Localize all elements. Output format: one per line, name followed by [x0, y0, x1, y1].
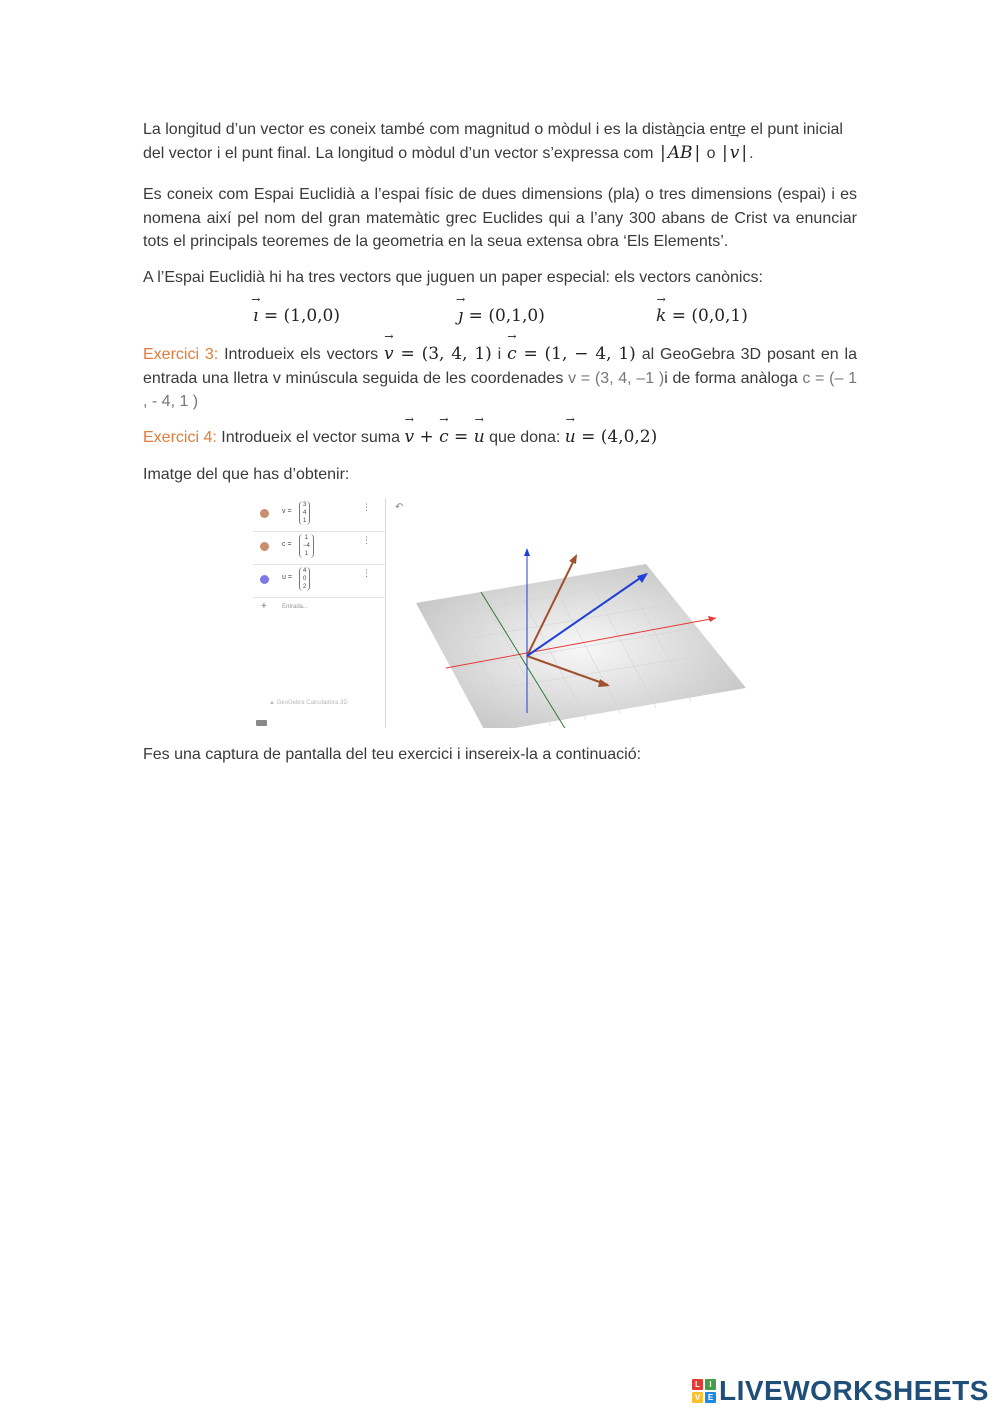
liveworksheets-logo — [692, 1376, 989, 1406]
paragraph-canonical-intro: A l’Espai Euclidià hi ha tres vectors que juguen un paper especial: els vectors canònics: — [143, 269, 763, 286]
row-matrix: 1 −4 1 — [299, 534, 314, 558]
sym-k: → k — [656, 306, 666, 326]
undo-icon[interactable]: ↶ — [395, 502, 404, 513]
sym-c: → c — [439, 426, 449, 450]
sym-u: → u — [474, 426, 485, 450]
algebra-row-u[interactable] — [253, 564, 385, 598]
exercise-3-label: Exercici 3: — [143, 346, 219, 363]
val-u: = (4,0,2) — [575, 427, 658, 447]
text: Introdueix els vectors — [218, 346, 385, 363]
row-matrix: 4 0 2 — [299, 567, 310, 591]
val-k: = (0,0,1) — [666, 306, 748, 326]
abs-v: |→ v | — [720, 143, 749, 163]
text: o — [702, 144, 720, 162]
exercise-4 — [143, 426, 857, 450]
canonical-i — [253, 306, 340, 326]
xy-plane — [416, 564, 746, 728]
row-menu-icon[interactable]: ⋮ — [362, 535, 371, 545]
x-axis-arrow — [708, 616, 716, 622]
visibility-dot[interactable] — [260, 509, 269, 518]
text: La longitud d’un vector es coneix també com magnitud o mòdul i es la distància entre el punt inicial — [143, 121, 843, 138]
val-i: = (1,0,0) — [258, 306, 341, 326]
text: . — [749, 144, 754, 162]
exercise-3 — [143, 343, 857, 414]
logo-mark-icon: L I V E — [692, 1379, 716, 1403]
abs-ab: |→ AB | — [658, 143, 702, 163]
vec-v: → v — [730, 142, 740, 166]
row-name: u = — [282, 574, 292, 581]
vector-v-arrow — [569, 554, 577, 564]
row-menu-icon[interactable]: ⋮ — [362, 502, 371, 512]
logo-text: LIVEWORKSHEETS — [719, 1375, 989, 1406]
exercise-4-label: Exercici 4: — [143, 429, 217, 446]
plus-icon[interactable]: + — [261, 601, 267, 612]
val-v: = (3, 4, 1) — [393, 344, 492, 364]
sym-u: → u — [565, 426, 576, 450]
coords-c: c = (– 1 , - 4, 1 ) — [143, 369, 857, 410]
keyboard-icon[interactable] — [256, 720, 267, 726]
sym-i: → ı — [253, 306, 258, 326]
graphics-3d-view[interactable] — [386, 498, 746, 728]
algebra-row-c[interactable] — [253, 531, 385, 565]
visibility-dot[interactable] — [260, 542, 269, 551]
text: del vector i el punt final. La longitud o mòdul d’un vector s’expressa com — [143, 144, 658, 162]
sym-v: → v — [384, 343, 394, 367]
canonical-j — [458, 306, 545, 326]
algebra-panel — [253, 498, 386, 728]
row-menu-icon[interactable]: ⋮ — [362, 568, 371, 578]
text: Introdueix el vector suma — [216, 429, 405, 446]
sym-v: → v — [404, 426, 414, 450]
canonical-vectors — [0, 306, 1000, 332]
text: i de forma anàloga — [664, 369, 803, 387]
geogebra-brand: ▲ GeoGebra Calculadora 3D — [269, 700, 348, 706]
val-j: = (0,1,0) — [463, 306, 545, 326]
paragraph-image-intro: Imatge del que has d’obtenir: — [143, 466, 350, 483]
canonical-k — [656, 306, 748, 326]
coords-v: v = (3, 4, –1 ) — [568, 369, 665, 387]
op-eq: = — [448, 427, 474, 447]
sym-j: → ȷ — [458, 306, 463, 326]
geogebra-screenshot — [253, 498, 746, 728]
visibility-dot[interactable] — [260, 575, 269, 584]
text: i — [491, 346, 508, 363]
paragraph-euclidean-space: Es coneix com Espai Euclidià a l’espai físic de dues dimensions (pla) o tres dimensions (espai) i es nomena així pel nom del gran matemàtic grec Euclides qui a l’any 300 abans de Crist va enunciar tots el principals teoremes de la geometria en la seua extensa obra ‘Els Elements’. — [143, 186, 857, 250]
vec-ab: → AB — [668, 142, 693, 166]
paragraph-capture: Fes una captura de pantalla del teu exercici i insereix-la a continuació: — [143, 746, 642, 763]
row-name: v = — [282, 508, 292, 515]
row-matrix: 3 4 1 — [299, 501, 310, 525]
algebra-input[interactable]: Entrada... — [282, 604, 309, 610]
paragraph-vector-length — [143, 118, 857, 165]
z-axis-arrow — [524, 548, 530, 556]
text: al GeoGebra 3D posant en la entrada una lletra v minúscula seguida de les coordenades — [143, 346, 858, 387]
val-c: = (1, − 4, 1) — [516, 344, 636, 364]
algebra-row-v[interactable] — [253, 498, 385, 532]
row-name: c = — [282, 541, 292, 548]
sym-c: → c — [507, 343, 517, 367]
op-plus: + — [414, 427, 440, 447]
text: que dona: — [484, 429, 565, 446]
